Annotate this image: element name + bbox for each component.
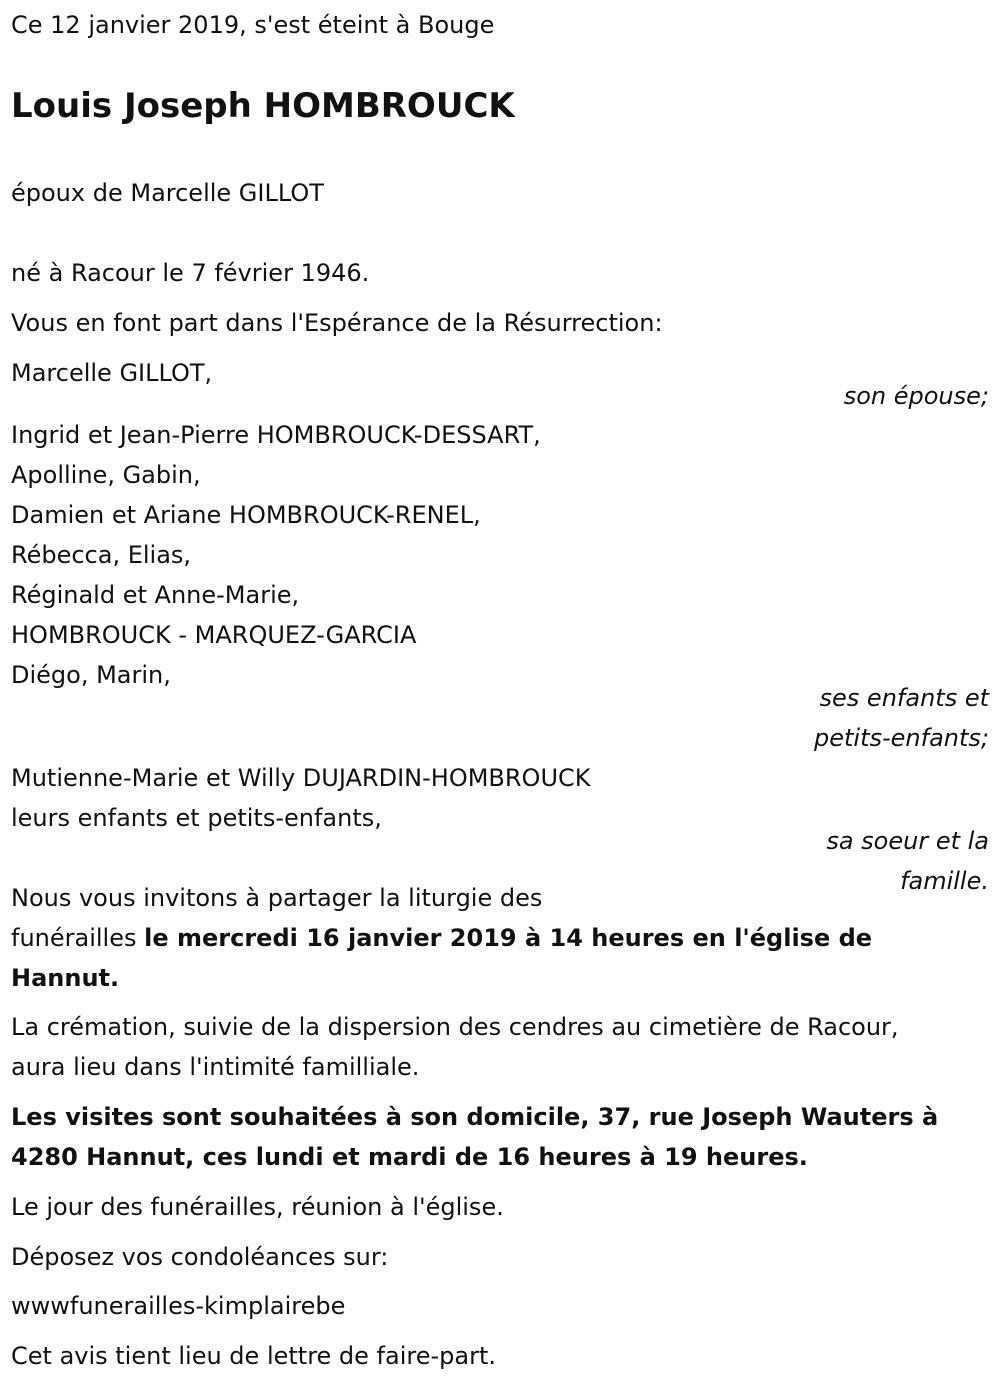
cremation-line1: La crémation, suivie de la dispersion des cendres au cimetière de Racour, (11, 1013, 899, 1041)
family-line-children-1: Ingrid et Jean-Pierre HOMBROUCK-DESSART, (11, 421, 541, 449)
spouse-name: Marcelle GILLOT, (11, 359, 213, 387)
spouse-line: époux de Marcelle GILLOT (11, 179, 324, 207)
condolences-label: Déposez vos condoléances sur: (11, 1243, 389, 1271)
funeral-invite-line1: Nous vous invitons à partager la liturgie des (11, 884, 543, 912)
meeting-line: Le jour des funérailles, réunion à l'église. (11, 1193, 504, 1221)
sister-relation-line2: famille. (900, 867, 989, 895)
deceased-name: Louis Joseph HOMBROUCK (11, 86, 515, 126)
sister-relation-line1: sa soeur et la (826, 827, 989, 855)
family-line-children-5: Réginald et Anne-Marie, (11, 581, 300, 609)
funeral-invite-plain: funérailles (11, 924, 145, 952)
funeral-invite-line2 (11, 918, 872, 958)
family-line-children-4: Rébecca, Elias, (11, 541, 192, 569)
family-line-children-3: Damien et Ariane HOMBROUCK-RENEL, (11, 501, 481, 529)
family-line-children-6: HOMBROUCK - MARQUEZ-GARCIA (11, 621, 417, 649)
family-line-sister-1: Mutienne-Marie et Willy DUJARDIN-HOMBROUCK (11, 764, 591, 792)
family-line-children-2: Apolline, Gabin, (11, 461, 201, 489)
cremation-line2: aura lieu dans l'intimité familliale. (11, 1053, 420, 1081)
family-line-children-7: Diégo, Marin, (11, 661, 171, 689)
birth-line: né à Racour le 7 février 1946. (11, 259, 370, 287)
visits-line1: Les visites sont souhaitées à son domicile, 37, rue Joseph Wauters à (11, 1103, 939, 1131)
spouse-relation: son épouse; (843, 382, 989, 410)
funeral-location-end: Hannut. (11, 964, 120, 992)
announcement-intro: Vous en font part dans l'Espérance de la Résurrection: (11, 309, 663, 337)
funeral-date-place: le mercredi 16 janvier 2019 à 14 heures en l'église de (144, 924, 873, 952)
closing-line: Cet avis tient lieu de lettre de faire-part. (11, 1342, 496, 1370)
visits-line2: 4280 Hannut, ces lundi et mardi de 16 heures à 19 heures. (11, 1143, 808, 1171)
family-line-sister-2: leurs enfants et petits-enfants, (11, 804, 382, 832)
children-relation-line2: petits-enfants; (814, 724, 989, 752)
condolences-website: wwwfunerailles-kimplairebe (11, 1292, 346, 1320)
death-announcement-line: Ce 12 janvier 2019, s'est éteint à Bouge (11, 11, 495, 39)
children-relation-line1: ses enfants et (819, 684, 989, 712)
